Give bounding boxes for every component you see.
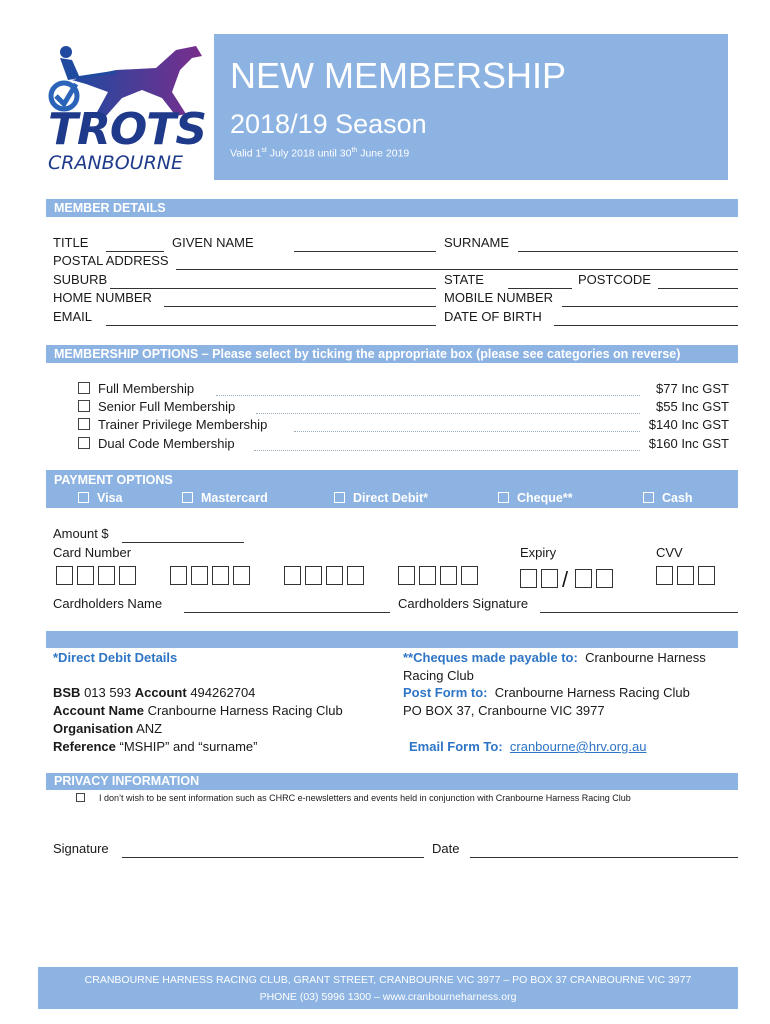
privacy-optout[interactable]: I don’t wish to be sent information such as CHRC e-newsletters and events held in conjunction with Cranbourne Harness Racing Club: [76, 792, 631, 805]
expiry-digit-box[interactable]: [575, 569, 592, 588]
card-digit-box[interactable]: [191, 566, 208, 585]
card-digit-box[interactable]: [77, 566, 94, 585]
details-divider-bar: [46, 631, 738, 648]
price-full: $77 Inc GST: [656, 381, 729, 396]
home-number-field[interactable]: [164, 306, 436, 307]
date-field[interactable]: [470, 857, 738, 858]
price-senior: $55 Inc GST: [656, 399, 729, 414]
cardholder-name-field[interactable]: [184, 612, 390, 613]
postcode-label: POSTCODE: [578, 272, 651, 287]
cardholder-name-label: Cardholders Name: [53, 596, 163, 611]
checkbox[interactable]: [78, 400, 90, 412]
payment-options-heading: PAYMENT OPTIONS: [54, 473, 173, 487]
card-digit-box[interactable]: [398, 566, 415, 585]
state-label: STATE: [444, 272, 484, 287]
pay-cheque[interactable]: Cheque**: [498, 491, 573, 506]
expiry-digit-box[interactable]: [520, 569, 537, 588]
season-label: 2018/19 Season: [230, 109, 427, 139]
given-name-label: GIVEN NAME: [172, 235, 254, 250]
logo-word-cranbourne: CRANBOURNE: [48, 152, 183, 174]
card-digit-box[interactable]: [461, 566, 478, 585]
member-details-heading: MEMBER DETAILS: [54, 201, 166, 215]
date-of-birth-label: DATE OF BIRTH: [444, 309, 542, 324]
card-number-label: Card Number: [53, 545, 132, 560]
checkbox[interactable]: [498, 492, 509, 503]
post-form-line: Post Form to: Cranbourne Harness Racing Club: [403, 685, 690, 700]
home-number-label: HOME NUMBER: [53, 290, 152, 305]
organisation-line: Organisation ANZ: [53, 721, 163, 736]
checkbox[interactable]: [78, 382, 90, 394]
membership-options-heading: MEMBERSHIP OPTIONS – Please select by ticking the appropriate box (please see categories on reverse): [54, 347, 681, 361]
postcode-field[interactable]: [658, 288, 738, 289]
mobile-number-field[interactable]: [562, 306, 738, 307]
checkbox[interactable]: [643, 492, 654, 503]
date-label: Date: [432, 841, 460, 856]
cvv-digit-box[interactable]: [656, 566, 673, 585]
amount-label: Amount $: [53, 526, 109, 541]
email-form-line: Email Form To: cranbourne@hrv.org.au: [409, 739, 647, 754]
date-of-birth-field[interactable]: [554, 325, 738, 326]
privacy-bar: [46, 773, 738, 790]
card-digit-box[interactable]: [419, 566, 436, 585]
post-box-line: PO BOX 37, Cranbourne VIC 3977: [403, 703, 605, 718]
payment-options-bar: [46, 470, 738, 508]
club-email-link[interactable]: cranbourne@hrv.org.au: [509, 739, 647, 754]
cvv-label: CVV: [656, 545, 683, 560]
postal-address-label: POSTAL ADDRESS: [53, 253, 169, 268]
logo-word-trots: TROTS: [48, 104, 207, 155]
checkbox[interactable]: [182, 492, 193, 503]
checkbox[interactable]: [78, 437, 90, 449]
pay-direct-debit[interactable]: Direct Debit*: [334, 491, 428, 506]
card-digit-box[interactable]: [212, 566, 229, 585]
checkbox[interactable]: [334, 492, 345, 503]
price-dual-code: $160 Inc GST: [648, 436, 729, 451]
bsb-account-line: BSB 013 593 Account 494262704: [53, 685, 256, 700]
suburb-field[interactable]: [110, 288, 436, 289]
expiry-digit-box[interactable]: [541, 569, 558, 588]
cardholder-signature-label: Cardholders Signature: [398, 596, 529, 611]
expiry-slash: /: [562, 567, 569, 592]
cheque-payee-cont: Racing Club: [403, 668, 474, 683]
signature-label: Signature: [53, 841, 109, 856]
option-full[interactable]: Full Membership: [78, 381, 194, 397]
expiry-label: Expiry: [520, 545, 557, 560]
mobile-number-label: MOBILE NUMBER: [444, 290, 554, 305]
validity-note: Valid 1st July 2018 until 30th June 2019: [230, 147, 410, 160]
card-digit-box[interactable]: [440, 566, 457, 585]
card-digit-box[interactable]: [119, 566, 136, 585]
expiry-digit-box[interactable]: [596, 569, 613, 588]
footer-contact: PHONE (03) 5996 1300 – www.cranbourneharness.org: [259, 991, 517, 1003]
checkbox[interactable]: [78, 492, 89, 503]
amount-field[interactable]: [122, 542, 244, 543]
cvv-digit-box[interactable]: [677, 566, 694, 585]
price-trainer: $140 Inc GST: [648, 417, 729, 432]
privacy-heading: PRIVACY INFORMATION: [54, 774, 200, 788]
email-field[interactable]: [106, 325, 436, 326]
title-label: TITLE: [53, 235, 89, 250]
member-details-bar: [46, 199, 738, 217]
given-name-field[interactable]: [294, 251, 436, 252]
pay-visa[interactable]: Visa: [78, 491, 123, 506]
reference-line: Reference “MSHIP” and “surname”: [53, 739, 258, 754]
postal-address-field[interactable]: [176, 269, 738, 270]
card-digit-box[interactable]: [305, 566, 322, 585]
option-dual-code[interactable]: Dual Code Membership: [78, 436, 235, 452]
card-digit-box[interactable]: [326, 566, 343, 585]
card-digit-box[interactable]: [233, 566, 250, 585]
cardholder-signature-field[interactable]: [540, 612, 738, 613]
footer-address: CRANBOURNE HARNESS RACING CLUB, GRANT STREET, CRANBOURNE VIC 3977 – PO BOX 37 CRANBOURNE VIC 3977: [84, 974, 692, 986]
checkbox[interactable]: [76, 793, 85, 802]
signature-field[interactable]: [122, 857, 424, 858]
email-label: EMAIL: [53, 309, 93, 324]
pay-mastercard[interactable]: Mastercard: [182, 491, 268, 506]
membership-options-bar: [46, 345, 738, 363]
cheque-payable-line: **Cheques made payable to: Cranbourne Harness: [403, 650, 706, 665]
account-name-line: Account Name Cranbourne Harness Racing Club: [53, 703, 343, 718]
card-digit-box[interactable]: [284, 566, 301, 585]
option-senior[interactable]: Senior Full Membership: [78, 399, 235, 415]
footer-bar: [38, 967, 738, 1009]
title-field[interactable]: [106, 251, 164, 252]
page-title: NEW MEMBERSHIP: [230, 55, 567, 96]
header-banner: [214, 34, 728, 180]
club-logo: [46, 40, 206, 176]
cvv-digit-box[interactable]: [698, 566, 715, 585]
suburb-label: SUBURB: [53, 272, 108, 287]
state-field[interactable]: [508, 288, 572, 289]
pay-cash[interactable]: Cash: [643, 491, 693, 506]
card-digit-box[interactable]: [170, 566, 187, 585]
direct-debit-title: *Direct Debit Details: [53, 650, 178, 665]
surname-field[interactable]: [518, 251, 738, 252]
card-digit-box[interactable]: [56, 566, 73, 585]
option-trainer[interactable]: Trainer Privilege Membership: [78, 417, 267, 433]
card-digit-box[interactable]: [347, 566, 364, 585]
surname-label: SURNAME: [444, 235, 510, 250]
checkbox[interactable]: [78, 418, 90, 430]
card-digit-box[interactable]: [98, 566, 115, 585]
